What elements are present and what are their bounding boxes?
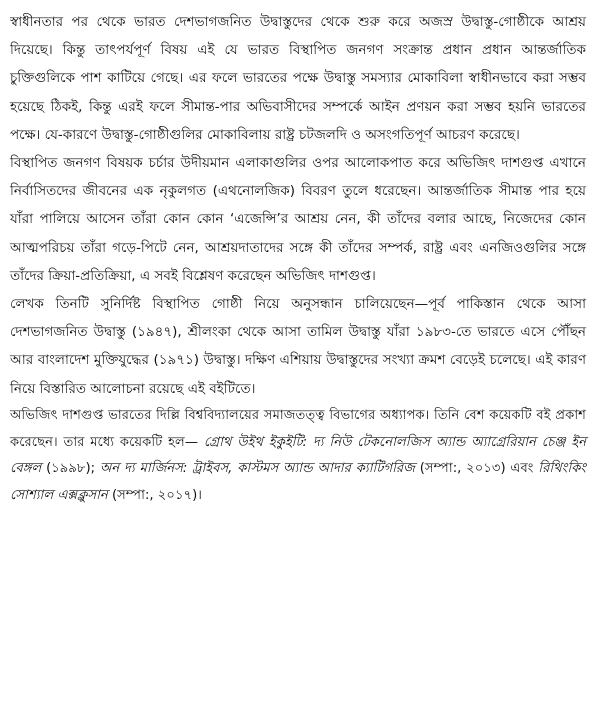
book-year-1: (১৯৯৮); — [41, 461, 100, 477]
paragraph-2: বিস্থাপিত জনগণ বিষয়ক চর্চার উদীয়মান এলাকাগুলির ওপর আলোকপাত করে অভিজিৎ দাশগুপ্ত এখানে নির্বাসিতদের জীবনের এক নৃকুলগত (এথনোলজিক) বিবরণ তুলে ধরেছেন। আন্তর্জাতিক সীমান্ত পার হয়ে যাঁরা পালিয়ে আসেন তাঁরা কোন কোন ‘এজেন্সি’র আশ্রয় নেন, কী তাঁদের বলার আছে, নিজেদের কোন আত্মপরিচয় তাঁরা গড়ে-পিটে নেন, আশ্রয়দাতাদের সঙ্গে কী তাঁদের সম্পর্ক, রাষ্ট্র এবং এনজিওগুলির সঙ্গে তাঁদের ক্রিয়া-প্রতিক্রিয়া, এ সবই বিশ্লেষণ করেছেন অভিজিৎ দাশগুপ্ত। — [10, 155, 586, 284]
book-back-cover-text — [10, 8, 586, 510]
author-bio — [10, 403, 586, 510]
bio-intro: অভিজিৎ দাশগুপ্ত ভারতের দিল্লি বিশ্ববিদ্যালয়ের সমাজতত্ত্ব বিভাগের অধ্যাপক। তিনি বেশ কয়েকটি বই প্রকাশ করেছেন। তার মধ্যে কয়েকটি হল— — [10, 407, 586, 450]
book-year-3: (সম্পা:, ২০১৭)। — [107, 488, 202, 504]
paragraph-3: লেখক তিনটি সুনির্দিষ্ট বিস্থাপিত গোষ্ঠী নিয়ে অনুসন্ধান চালিয়েছেন—পূর্ব পাকিস্তান থেকে আসা দেশভাগজনিত উদ্বাস্তু (১৯৪৭), শ্রীলংকা থেকে আসা তামিল উদ্বাস্তু যাঁরা ১৯৮৩-তে ভারতে এসে পৌঁছন আর বাংলাদেশ মুক্তিযুদ্ধের (১৯৭১) উদ্বাস্তু। দক্ষিণ এশিয়ায় উদ্বাস্তুদের সংখ্যা ক্রমশ বেড়েই চলেছে। এই কারণ নিয়ে বিস্তারিত আলোচনা রয়েছে এই বইটিতে। — [10, 296, 586, 397]
book-title-1: গ্রোথ উইথ ইকুইটি: দ্য নিউ টেকনোলজিস অ্যান্ড অ্যাগ্রেরিয়ান চেঞ্জ ইন বেঙ্গল — [10, 434, 586, 477]
book-title-3: রিথিংকিং সোশ্যাল এক্সক্লুসান — [10, 461, 586, 504]
paragraph-1: স্বাধীনতার পর থেকে ভারত দেশভাগজনিত উদ্বাস্তুদের থেকে শুরু করে অজস্র উদ্বাস্তু-গোষ্ঠীকে আশ্রয় দিয়েছে। কিন্তু তাৎপর্যপূর্ণ বিষয় এই যে ভারত বিস্থাপিত জনগণ সংক্রান্ত প্রধান প্রধান আন্তর্জাতিক চুক্তিগুলিকে পাশ কাটিয়ে গেছে। এর ফলে ভারতের পক্ষে উদ্বাস্তু সমস্যার মোকাবিলা স্বাধীনভাবে করা সম্ভব হয়েছে ঠিকই, কিন্তু এরই ফলে সীমান্ত-পার অভিবাসীদের সম্পর্কে আইন প্রণয়ন করা সম্ভব হয়নি ভারতের পক্ষে। যে-কারণে উদ্বাস্তু-গোষ্ঠীগুলির মোকাবিলায় রাষ্ট্র চটজলদি ও অসংগতিপূর্ণ আচরণ করেছে। — [10, 14, 586, 143]
book-year-2: (সম্পা:, ২০১৩) এবং — [414, 461, 539, 477]
book-title-2: অন দ্য মার্জিনস: ট্রাইবস, কাস্টমস অ্যান্ড আদার ক্যাটিগরিজ — [99, 461, 415, 477]
